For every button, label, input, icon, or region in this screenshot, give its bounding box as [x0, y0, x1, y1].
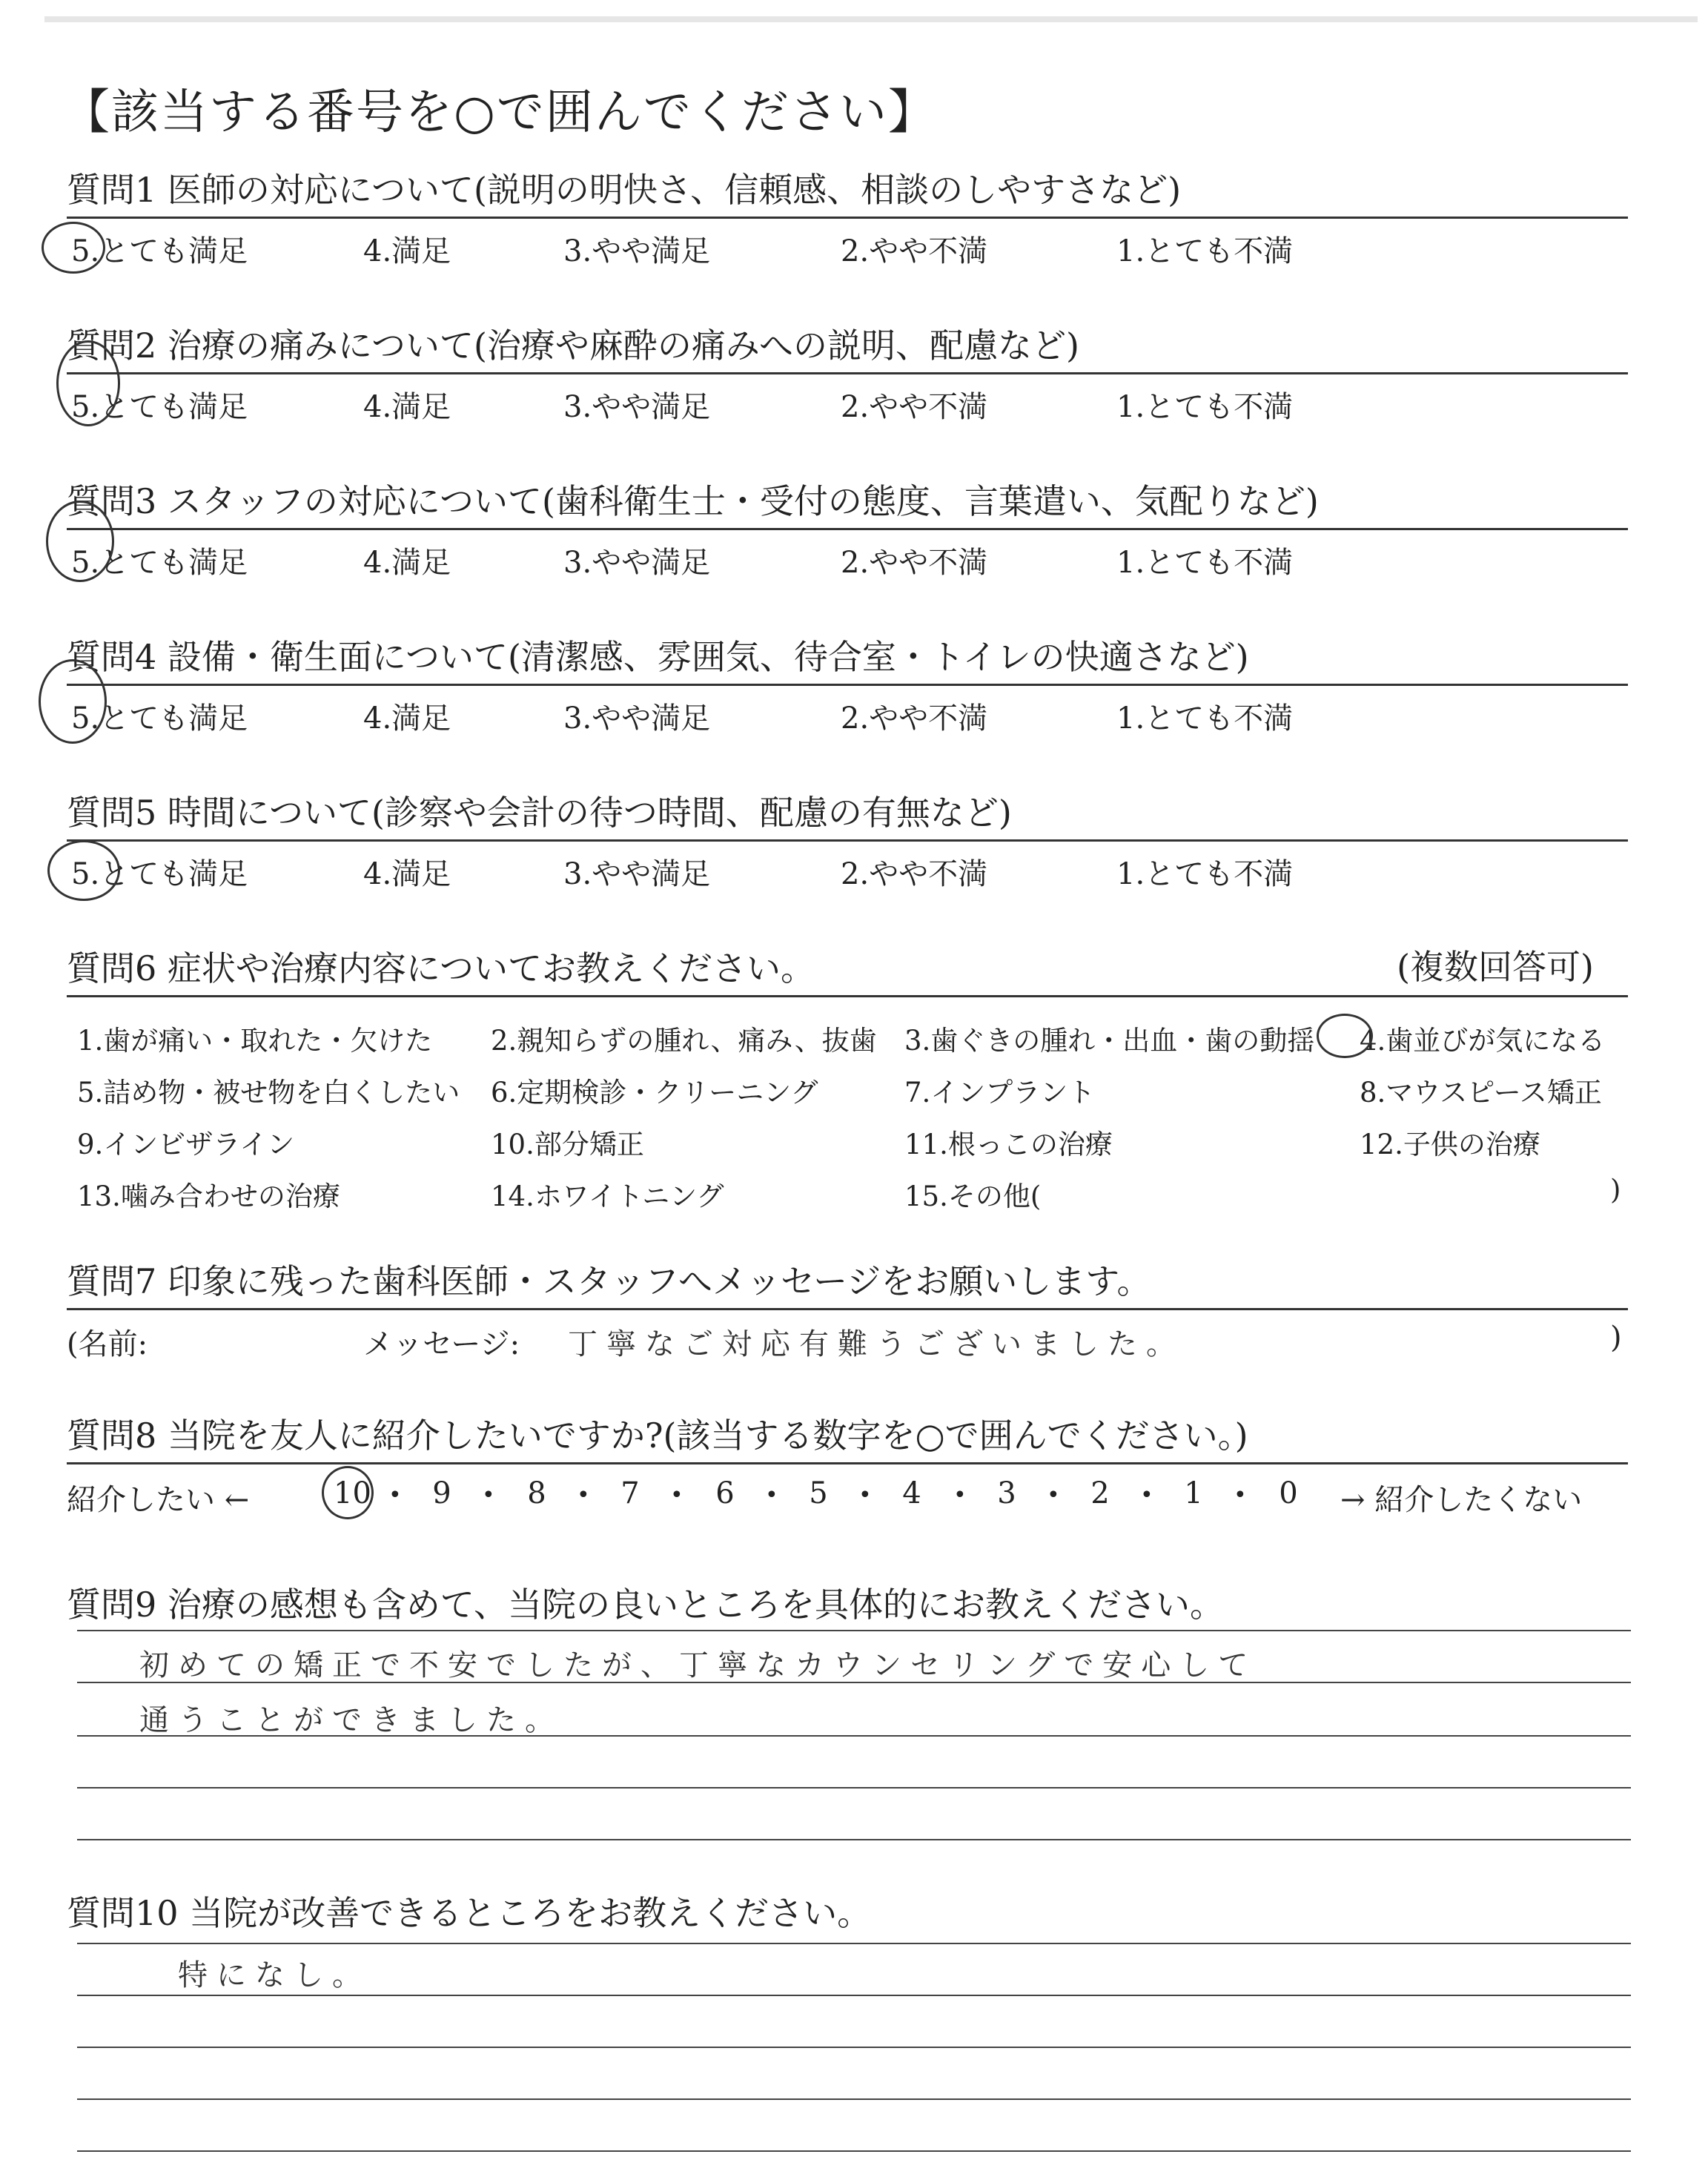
close-paren: ) — [1610, 1321, 1622, 1355]
symptom-option[interactable]: 2.親知らずの腫れ、痛み、抜歯 — [491, 1025, 877, 1057]
answer-line — [77, 1995, 1631, 1996]
question-6 — [67, 939, 1628, 1212]
selection-circle — [1317, 1014, 1373, 1058]
option-3[interactable]: 3.やや満足 — [563, 234, 711, 268]
selection-circle — [42, 222, 105, 274]
answer-line — [77, 1787, 1631, 1789]
rating-options — [67, 219, 1628, 271]
selection-circle — [39, 659, 107, 744]
question-8 — [67, 1406, 1628, 1521]
question-2 — [67, 316, 1628, 426]
scale-value[interactable]: 7 — [620, 1476, 640, 1510]
option-2[interactable]: 2.やや不満 — [841, 857, 988, 891]
symptom-option[interactable]: 6.定期検診・クリーニング — [491, 1077, 818, 1109]
form-header: 【該当する番号を○で囲んでください】 — [62, 85, 937, 140]
question-title: 質問9 治療の感想も含めて、当院の良いところを具体的にお教えください。 — [67, 1585, 1224, 1625]
other-close-paren: ) — [1610, 1174, 1621, 1206]
handwritten-answer-line[interactable]: 初めての矯正で不安でしたが、丁寧なカウンセリングで安心して — [139, 1648, 1257, 1682]
message-row — [67, 1310, 1628, 1362]
option-4[interactable]: 4.満足 — [363, 701, 451, 736]
separator-dot: • — [1234, 1482, 1247, 1508]
message-label: メッセージ: — [363, 1327, 520, 1361]
answer-line — [77, 2150, 1631, 2152]
option-5[interactable]: 5.とても満足 — [71, 857, 248, 891]
scale-value[interactable]: 8 — [527, 1476, 546, 1510]
symptom-option[interactable]: 8.マウスピース矯正 — [1360, 1077, 1602, 1109]
separator-dot: • — [388, 1482, 402, 1508]
separator-dot: • — [765, 1482, 778, 1508]
question-title: 質問10 当院が改善できるところをお教えください。 — [67, 1893, 872, 1933]
rating-options — [67, 530, 1628, 582]
symptom-options — [67, 997, 1628, 1212]
selection-circle — [46, 501, 114, 582]
question-title: 質問8 当院を友人に紹介したいですか?(該当する数字を○で囲んでください。) — [67, 1416, 1248, 1456]
separator-dot: • — [953, 1482, 967, 1508]
symptom-option[interactable]: 4.歯並びが気になる — [1360, 1025, 1606, 1057]
symptom-option[interactable]: 12.子供の治療 — [1360, 1129, 1540, 1160]
answer-line — [77, 1943, 1631, 1944]
name-label: (名前: — [67, 1327, 148, 1361]
handwritten-answer-line[interactable]: 通うことができました。 — [139, 1703, 563, 1737]
option-1[interactable]: 1.とても不満 — [1116, 390, 1294, 424]
separator-dot: • — [482, 1482, 495, 1508]
symptom-option[interactable]: 3.歯ぐきの腫れ・出血・歯の動揺 — [904, 1025, 1315, 1057]
option-1[interactable]: 1.とても不満 — [1116, 857, 1294, 891]
separator-dot: • — [577, 1482, 590, 1508]
option-1[interactable]: 1.とても不満 — [1116, 234, 1294, 268]
symptom-option[interactable]: 5.詰め物・被せ物を白くしたい — [77, 1077, 460, 1109]
question-title: 質問2 治療の痛みについて(治療や麻酔の痛みへの説明、配慮など) — [67, 326, 1079, 366]
recommend-scale — [67, 1464, 1628, 1521]
option-3[interactable]: 3.やや満足 — [563, 546, 711, 580]
separator-dot: • — [670, 1482, 683, 1508]
question-7 — [67, 1252, 1628, 1362]
option-3[interactable]: 3.やや満足 — [563, 390, 711, 424]
question-5 — [67, 783, 1628, 894]
separator-dot: • — [1047, 1482, 1060, 1508]
question-9 — [67, 1575, 1628, 1631]
symptom-option[interactable]: 14.ホワイトニング — [491, 1180, 724, 1212]
scale-value[interactable]: 1 — [1184, 1476, 1203, 1510]
rating-options — [67, 374, 1628, 426]
selection-circle — [56, 340, 120, 426]
option-1[interactable]: 1.とても不満 — [1116, 546, 1294, 580]
scale-value[interactable]: 0 — [1279, 1476, 1298, 1510]
answer-line — [77, 2047, 1631, 2048]
option-2[interactable]: 2.やや不満 — [841, 390, 988, 424]
question-title: 質問4 設備・衛生面について(清潔感、雰囲気、待合室・トイレの快適さなど) — [67, 637, 1249, 677]
option-3[interactable]: 3.やや満足 — [563, 857, 711, 891]
option-4[interactable]: 4.満足 — [363, 546, 451, 580]
option-5[interactable]: 5.とても満足 — [71, 390, 248, 424]
symptom-option[interactable]: 9.インビザライン — [77, 1129, 295, 1160]
question-title: 質問5 時間について(診察や会計の待つ時間、配慮の有無など) — [67, 793, 1012, 833]
answer-line — [77, 2098, 1631, 2100]
option-4[interactable]: 4.満足 — [363, 234, 451, 268]
option-2[interactable]: 2.やや不満 — [841, 234, 988, 268]
scale-value[interactable]: 3 — [997, 1476, 1016, 1510]
scale-value[interactable]: 4 — [902, 1476, 921, 1510]
option-4[interactable]: 4.満足 — [363, 390, 451, 424]
option-5[interactable]: 5.とても満足 — [71, 546, 248, 580]
option-5[interactable]: 5.とても満足 — [71, 701, 248, 736]
option-2[interactable]: 2.やや不満 — [841, 701, 988, 736]
scale-value[interactable]: 6 — [715, 1476, 735, 1510]
handwritten-message[interactable]: 丁寧なご対応有難うございました。 — [568, 1327, 1185, 1361]
question-title: 質問7 印象に残った歯科医師・スタッフへメッセージをお願いします。 — [67, 1261, 1151, 1301]
scale-value[interactable]: 2 — [1090, 1476, 1110, 1510]
separator-dot: • — [858, 1482, 872, 1508]
separator-dot: • — [1140, 1482, 1153, 1508]
symptom-option[interactable]: 1.歯が痛い・取れた・欠けた — [77, 1025, 433, 1057]
scan-edge — [44, 16, 1698, 22]
question-title: 質問1 医師の対応について(説明の明快さ、信頼感、相談のしやすさなど) — [67, 170, 1182, 210]
symptom-option[interactable]: 7.インプラント — [904, 1077, 1096, 1109]
selection-circle — [322, 1466, 374, 1519]
question-4 — [67, 627, 1628, 738]
option-4[interactable]: 4.満足 — [363, 857, 451, 891]
option-2[interactable]: 2.やや不満 — [841, 546, 988, 580]
question-3 — [67, 472, 1628, 582]
rating-options — [67, 686, 1628, 738]
recommend-right-label: → 紹介したくない — [1340, 1483, 1583, 1517]
answer-line — [77, 1839, 1631, 1840]
selection-circle — [47, 840, 120, 901]
option-3[interactable]: 3.やや満足 — [563, 701, 711, 736]
question-title: 質問3 スタッフの対応について(歯科衛生士・受付の態度、言葉遣い、気配りなど) — [67, 481, 1319, 521]
scale-value[interactable]: 10 — [334, 1476, 371, 1510]
rating-options — [67, 842, 1628, 894]
symptom-option[interactable]: 15.その他( — [904, 1180, 1042, 1212]
answer-line — [77, 1630, 1631, 1631]
symptom-option[interactable]: 11.根っこの治療 — [904, 1129, 1113, 1160]
recommend-left-label: 紹介したい ← — [67, 1483, 250, 1517]
option-5[interactable]: 5.とても満足 — [71, 234, 248, 268]
scale-value[interactable]: 5 — [809, 1476, 828, 1510]
symptom-option[interactable]: 13.噛み合わせの治療 — [77, 1180, 340, 1212]
scale-value[interactable]: 9 — [432, 1476, 451, 1510]
handwritten-answer-line[interactable]: 特になし。 — [178, 1958, 371, 1992]
multiple-answer-note: (複数回答可) — [1397, 947, 1594, 987]
question-10 — [67, 1883, 1628, 1940]
question-title: 質問6 症状や治療内容についてお教えください。 — [67, 948, 815, 988]
option-1[interactable]: 1.とても不満 — [1116, 701, 1294, 736]
symptom-option[interactable]: 10.部分矯正 — [491, 1129, 644, 1160]
question-1 — [67, 160, 1628, 271]
